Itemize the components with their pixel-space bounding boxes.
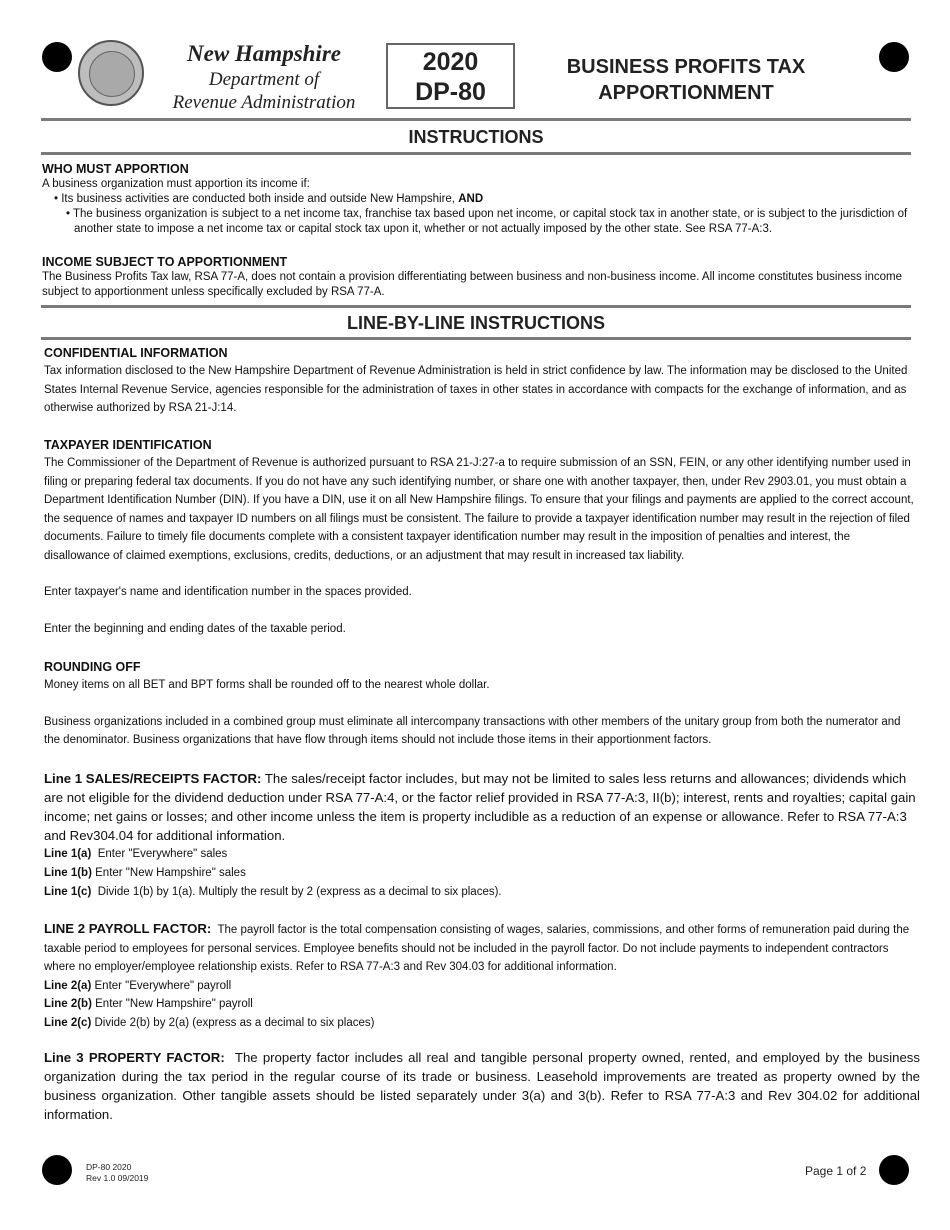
line-3-section: [44, 1048, 920, 1124]
line-1a: Line 1(a) Enter "Everywhere" sales: [44, 848, 228, 860]
confidential-section: [44, 344, 916, 418]
registration-mark-top-left: [42, 42, 72, 72]
who-intro: A business organization must apportion its income if:: [42, 178, 310, 190]
registration-mark-bottom-left: [42, 1155, 72, 1185]
form-id: DP-80: [415, 78, 486, 106]
instructions-heading: INSTRUCTIONS: [408, 127, 544, 147]
registration-mark-bottom-right: [879, 1155, 909, 1185]
dept-line-3: Revenue Administration: [172, 92, 356, 113]
who-bullet-1: • Its business activities are conducted both inside and outside New Hampshire, AND: [54, 193, 484, 205]
form-id-box: [386, 43, 515, 109]
confidential-text: Tax information disclosed to the New Hampshire Department of Revenue Administration is held in strict confidence by law. The information may be disclosed to the United States Internal Revenue Service, agencies responsible for the administration of taxes in other states in accordance with compacts for the exchange of information, and as otherwise authorized by RSA 21-J:14.: [44, 365, 908, 414]
who-must-apportion-section: [42, 161, 915, 237]
line-1-section: [44, 769, 920, 902]
line-2-label: LINE 2 PAYROLL FACTOR:: [44, 921, 212, 936]
form-rev-line-1: DP-80 2020: [86, 1162, 132, 1172]
divider: [41, 305, 911, 308]
who-heading: WHO MUST APPORTION: [42, 162, 189, 176]
dept-line-2: Department of: [208, 69, 320, 90]
line-1-text: Line 1 SALES/RECEIPTS FACTOR: The sales/receipt factor includes, but may not be limited to sales less returns and allowances; dividends which are not eligible for the dividend deduction under RSA 77-A:4, or the factor relief provided in RSA 77-A:3, II(b); interest, rents and royalties; capital gain income; net gains or losses; and other income unless the item is property includible as a reduction of an expense or allowance. Refer to RSA 77-A:3 and Rev304.04 for additional information.: [44, 771, 916, 843]
rounding-section: [44, 659, 916, 750]
taxpayer-heading: TAXPAYER IDENTIFICATION: [44, 438, 212, 452]
divider: [41, 118, 911, 121]
line-2-text: LINE 2 PAYROLL FACTOR: The payroll factor is the total compensation consisting of wages, salaries, commissions, and other forms of remuneration paid during the taxable period to employees for personal services. Employee benefits should not be included in the payroll factor. Do not include payments to independent contractors where no employer/employee relationship exists. Refer to RSA 77-A:3 and Rev 304.03 for additional information.: [44, 921, 910, 973]
form-title-line-2: APPORTIONMENT: [598, 82, 774, 104]
rounding-text: Money items on all BET and BPT forms shall be rounded off to the nearest whole dollar.: [44, 679, 490, 691]
taxpayer-id-section: [44, 437, 916, 638]
state-seal-icon: [78, 40, 144, 106]
income-heading: INCOME SUBJECT TO APPORTIONMENT: [42, 255, 288, 269]
line-2a: Line 2(a) Enter "Everywhere" payroll: [44, 979, 232, 992]
form-year: 2020: [422, 48, 479, 76]
line-3-text: Line 3 PROPERTY FACTOR: The property factor includes all real and tangible personal property owned, rented, and employed by the business organization during the tax period in the regular course of its trade or business. Leasehold improvements are treated as property owned by the business organization. Other tangible assets should be listed separately under 3(a) and 3(b). Refer to RSA 77-A:3 and Rev 304.02 for additional information.: [44, 1050, 920, 1122]
line-2c: Line 2(c) Divide 2(b) by 2(a) (express as a decimal to six places): [44, 1016, 375, 1029]
taxpayer-enter-dates: Enter the beginning and ending dates of the taxable period.: [44, 622, 346, 635]
income-text: The Business Profits Tax law, RSA 77-A, does not contain a provision differentiating between business and non-business income. All income constitutes business income subject to apportionment unless specifically excluded by RSA 77-A.: [42, 271, 903, 298]
income-section: [42, 254, 915, 300]
taxpayer-enter-name: Enter taxpayer's name and identification number in the spaces provided.: [44, 586, 412, 598]
line-1-label: Line 1 SALES/RECEIPTS FACTOR:: [44, 771, 262, 786]
line-1c: Line 1(c) Divide 1(b) by 1(a). Multiply the result by 2 (express as a decimal to six places).: [44, 886, 502, 898]
divider: [41, 337, 911, 340]
dept-line-1: New Hampshire: [187, 41, 341, 66]
form-title-line-1: BUSINESS PROFITS TAX: [566, 56, 806, 78]
confidential-heading: CONFIDENTIAL INFORMATION: [44, 346, 228, 360]
page-number: Page 1 of 2: [805, 1164, 867, 1178]
line-by-line-heading: LINE-BY-LINE INSTRUCTIONS: [346, 313, 605, 333]
rounding-heading: ROUNDING OFF: [44, 660, 141, 674]
form-title: [540, 54, 832, 106]
department-name: [146, 40, 382, 114]
combined-group-text: Business organizations included in a combined group must eliminate all intercompany transactions with other members of the unitary group from both the numerator and the denominator. Business organizations that have flow through items should not include those items in their apportionment factors.: [44, 715, 901, 746]
line-2-section: [44, 919, 920, 1032]
line-2b: Line 2(b) Enter "New Hampshire" payroll: [44, 998, 253, 1010]
registration-mark-top-right: [879, 42, 909, 72]
who-bullet-2: • The business organization is subject to a net income tax, franchise tax based upon net income, or capital stock tax in another state, or is subject to the jurisdiction of another state to impose a net income tax or capital stock tax upon it, whether or not actually imposed by the other state. See RSA 77-A:3.: [66, 208, 908, 235]
line-1b: Line 1(b) Enter "New Hampshire" sales: [44, 867, 246, 879]
divider: [41, 152, 911, 155]
taxpayer-text: The Commissioner of the Department of Revenue is authorized pursuant to RSA 21-J:27-a to require submission of an SSN, FEIN, or any other identifying number used in filing or preparing federal tax documents. If you do not have any such identifying number, or share one with another taxpayer, then, under Rev 2903.01, you must obtain a Department Identification Number (DIN). If you have a DIN, use it on all New Hampshire filings. To ensure that your filings and payments are applied to the correct account, the sequence of names and taxpayer ID numbers on all filings must be consistent. The failure to provide a taxpayer identification number may result in the rejection of filed documents. Failure to timely file documents complete with a consistent taxpayer identification number may result in the imposition of penalties and interest, the disallowance of claimed exemptions, exclusions, credits, deductions, or an adjustment that may result in increased tax liability.: [44, 457, 914, 562]
form-revision: [86, 1162, 148, 1184]
form-rev-line-2: Rev 1.0 09/2019: [86, 1173, 149, 1183]
line-3-label: Line 3 PROPERTY FACTOR:: [44, 1050, 225, 1065]
